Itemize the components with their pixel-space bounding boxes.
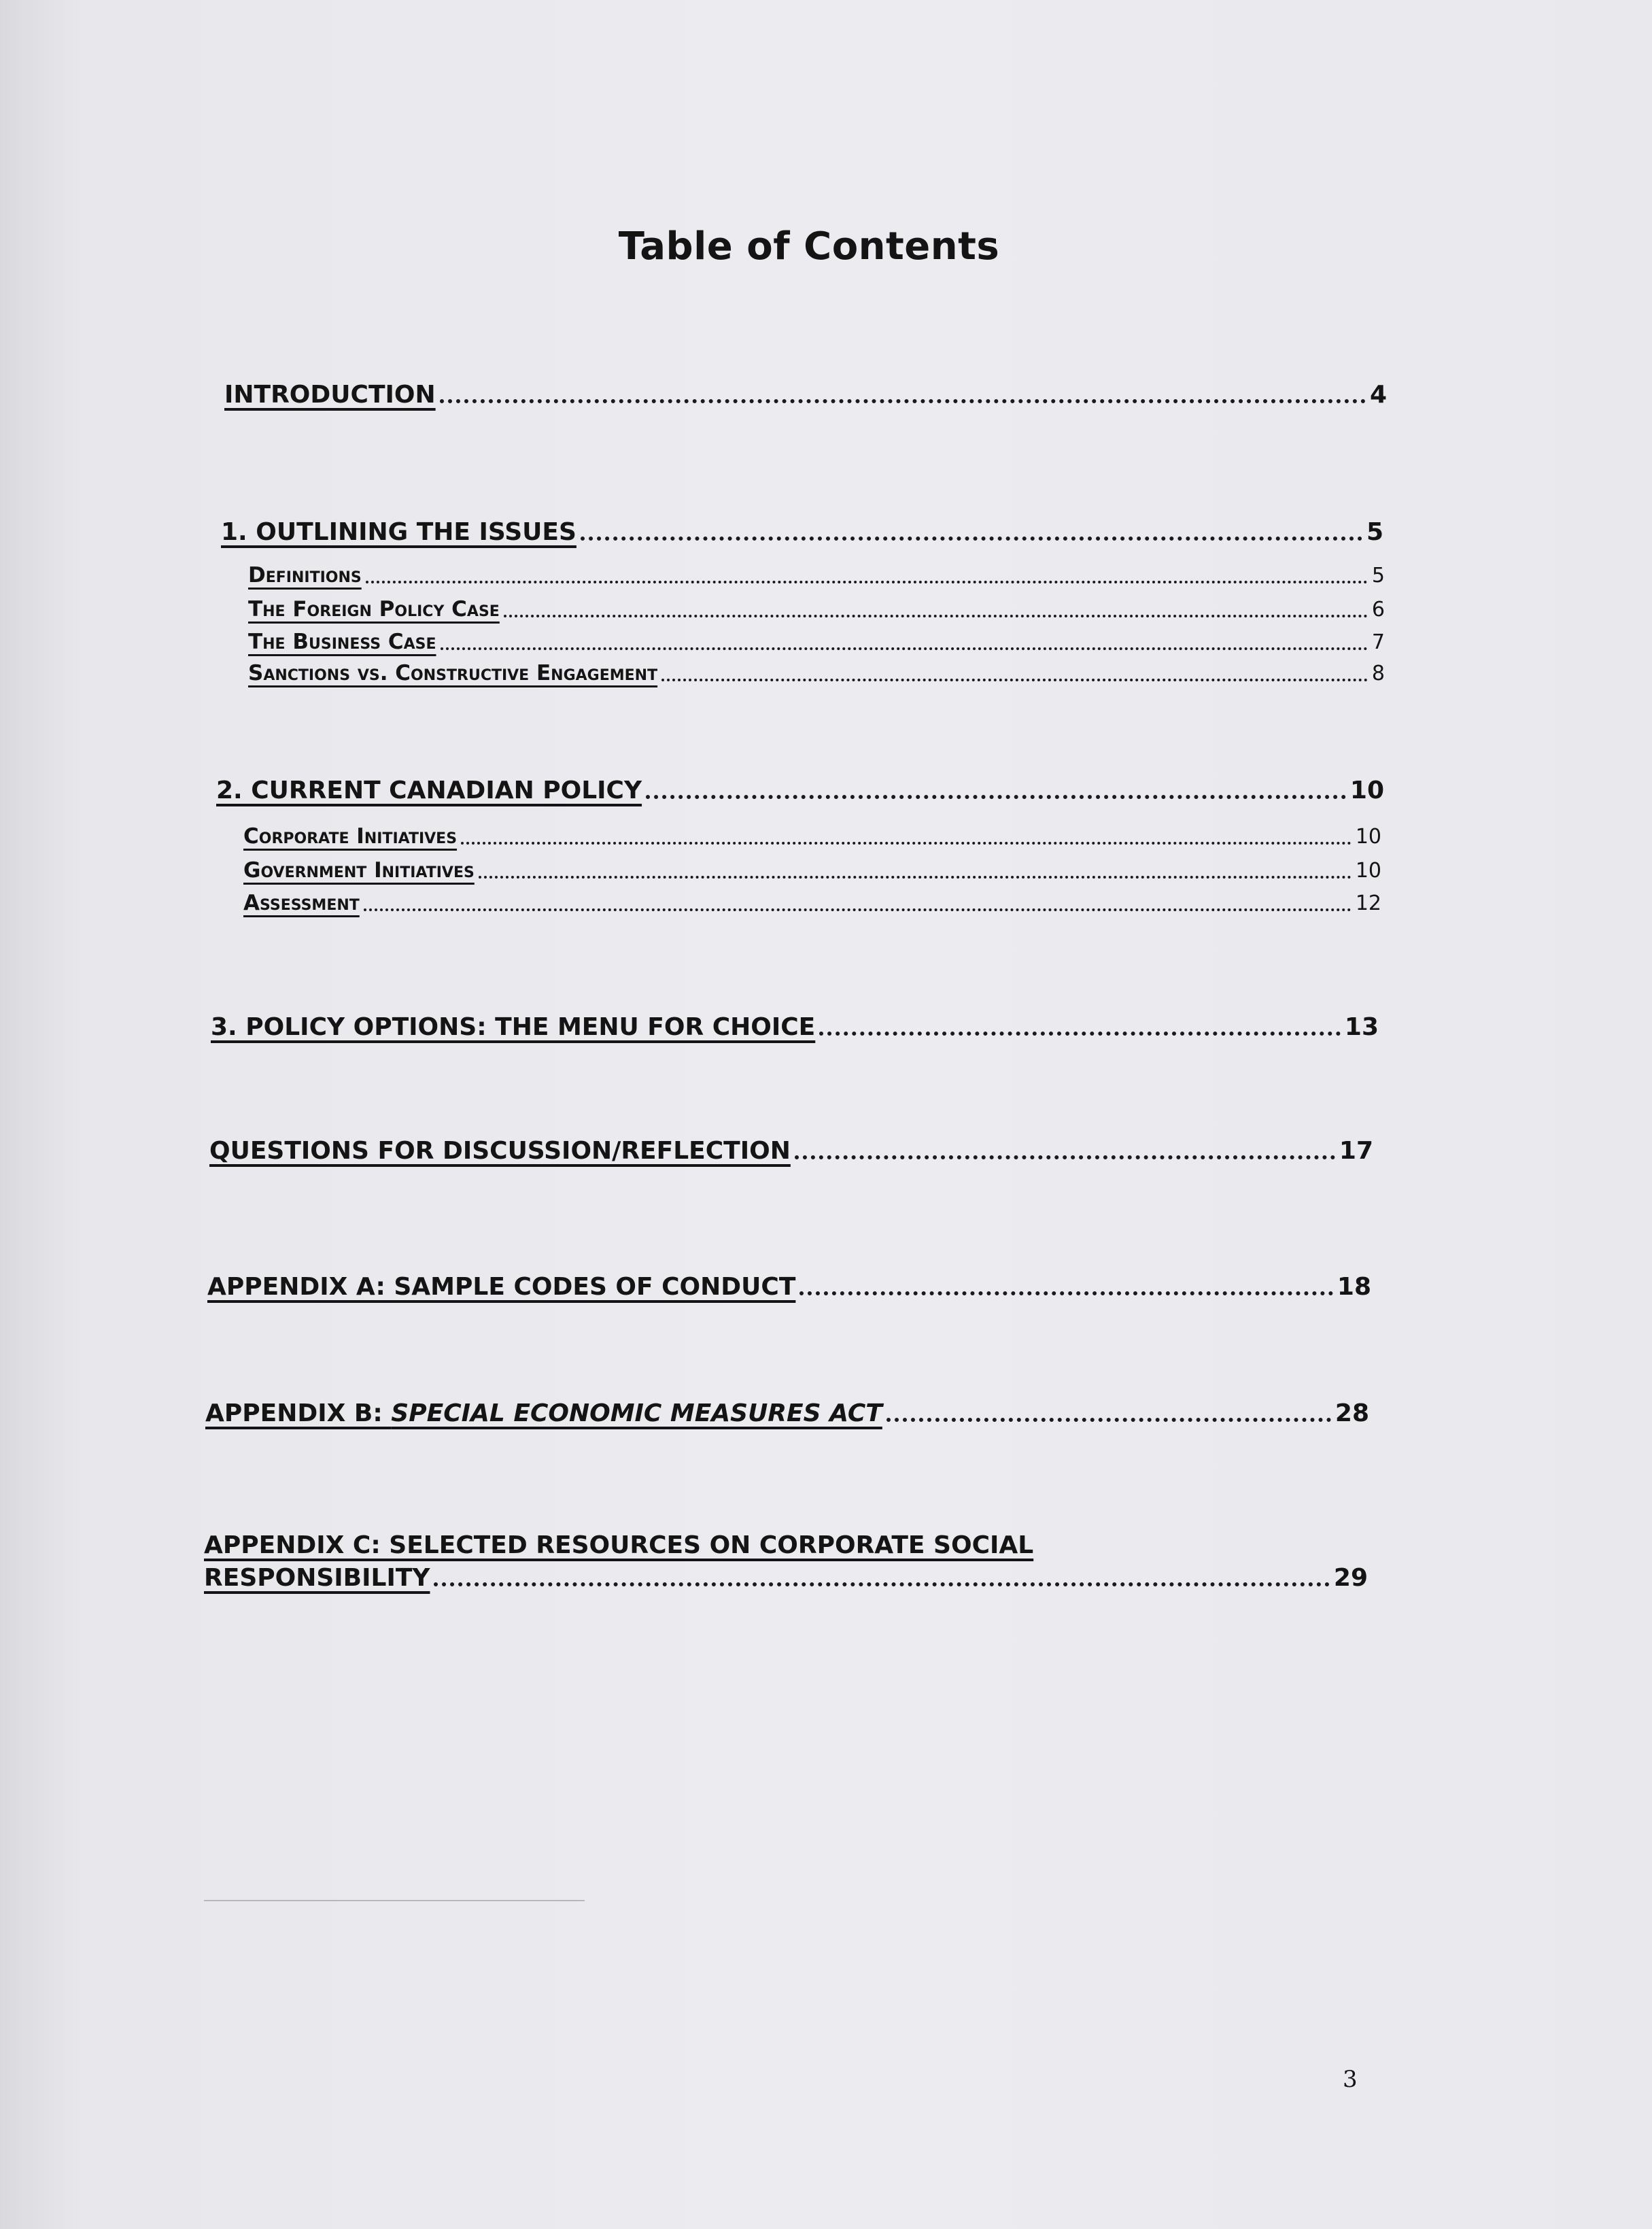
toc-entry-appendix-c-line2[interactable] bbox=[204, 1564, 1368, 1592]
footnote-rule bbox=[204, 1900, 585, 1901]
toc-entry-business-case[interactable] bbox=[248, 630, 1385, 654]
toc-entry-label: Sanctions vs. Constructive Engagement bbox=[248, 661, 658, 685]
toc-entry-policy-options[interactable] bbox=[211, 1013, 1379, 1041]
toc-entry-assessment[interactable] bbox=[243, 891, 1381, 915]
toc-entry-label: APPENDIX B: SPECIAL ECONOMIC MEASURES ACT bbox=[205, 1399, 882, 1427]
dot-leader bbox=[887, 1418, 1331, 1422]
toc-entry-label: The Business Case bbox=[248, 630, 436, 654]
toc-entry-corporate-initiatives[interactable] bbox=[243, 824, 1381, 849]
toc-entry-label: QUESTIONS FOR DISCUSSION/REFLECTION bbox=[209, 1137, 791, 1165]
toc-entry-page: 5 bbox=[1366, 518, 1383, 546]
toc-entry-page: 4 bbox=[1369, 381, 1387, 409]
toc-entry-page: 10 bbox=[1349, 777, 1384, 804]
toc-entry-page: 5 bbox=[1371, 564, 1385, 588]
toc-entry-label: Definitions bbox=[248, 563, 362, 588]
dot-leader bbox=[581, 537, 1362, 541]
toc-entry-label: Government Initiatives bbox=[243, 858, 475, 883]
toc-entry-page: 10 bbox=[1355, 859, 1381, 883]
toc-entry-page: 17 bbox=[1339, 1137, 1373, 1165]
dot-leader bbox=[799, 1291, 1333, 1295]
dot-leader bbox=[504, 615, 1368, 617]
toc-entry-foreign-policy-case[interactable] bbox=[248, 597, 1385, 622]
dot-leader bbox=[795, 1155, 1335, 1159]
toc-entry-label: 1. OUTLINING THE ISSUES bbox=[221, 518, 577, 546]
dot-leader bbox=[646, 795, 1346, 799]
dot-leader bbox=[479, 876, 1352, 879]
toc-entry-page: 13 bbox=[1344, 1013, 1379, 1041]
toc-entry-page: 10 bbox=[1355, 825, 1381, 849]
toc-entry-page: 28 bbox=[1335, 1399, 1369, 1427]
toc-entry-appendix-c[interactable] bbox=[204, 1531, 1394, 1559]
toc-entry-page: 7 bbox=[1371, 630, 1385, 654]
dot-leader bbox=[364, 908, 1352, 911]
toc-entry-label-line2: RESPONSIBILITY bbox=[204, 1564, 430, 1592]
dot-leader bbox=[461, 842, 1352, 845]
dot-leader bbox=[440, 399, 1366, 403]
page-number: 3 bbox=[1343, 2066, 1358, 2093]
toc-entry-questions[interactable] bbox=[209, 1137, 1373, 1165]
toc-entry-page: 18 bbox=[1337, 1273, 1371, 1301]
toc-entry-label: INTRODUCTION bbox=[224, 381, 436, 409]
dot-leader bbox=[819, 1032, 1341, 1036]
toc-entry-page: 12 bbox=[1355, 891, 1381, 915]
toc-entry-outlining-issues[interactable] bbox=[221, 518, 1383, 546]
dot-leader bbox=[434, 1582, 1329, 1586]
dot-leader bbox=[366, 581, 1368, 583]
toc-entry-label: APPENDIX A: SAMPLE CODES OF CONDUCT bbox=[207, 1273, 796, 1301]
dot-leader bbox=[661, 679, 1368, 681]
toc-entry-current-policy[interactable] bbox=[216, 777, 1384, 804]
toc-entry-appendix-b[interactable] bbox=[205, 1399, 1369, 1427]
toc-entry-definitions[interactable] bbox=[248, 563, 1385, 588]
toc-entry-government-initiatives[interactable] bbox=[243, 858, 1381, 883]
page-title: Table of Contents bbox=[618, 224, 1000, 269]
toc-entry-label: Corporate Initiatives bbox=[243, 824, 458, 849]
toc-entry-appendix-a[interactable] bbox=[207, 1273, 1371, 1301]
toc-entry-sanctions[interactable] bbox=[248, 661, 1385, 685]
toc-entry-page: 8 bbox=[1371, 662, 1385, 685]
toc-entry-introduction[interactable] bbox=[224, 381, 1387, 409]
toc-entry-label: 2. CURRENT CANADIAN POLICY bbox=[216, 777, 642, 804]
act-title: SPECIAL ECONOMIC MEASURES ACT bbox=[391, 1399, 882, 1427]
toc-entry-page: 29 bbox=[1333, 1564, 1368, 1592]
toc-entry-label-line1: APPENDIX C: SELECTED RESOURCES ON CORPORATE SOCIAL bbox=[204, 1531, 1034, 1559]
toc-entry-label: 3. POLICY OPTIONS: THE MENU FOR CHOICE bbox=[211, 1013, 816, 1041]
dot-leader bbox=[441, 647, 1368, 650]
toc-entry-label: Assessment bbox=[243, 891, 360, 915]
toc-entry-page: 6 bbox=[1371, 598, 1385, 622]
toc-entry-label: The Foreign Policy Case bbox=[248, 597, 500, 622]
